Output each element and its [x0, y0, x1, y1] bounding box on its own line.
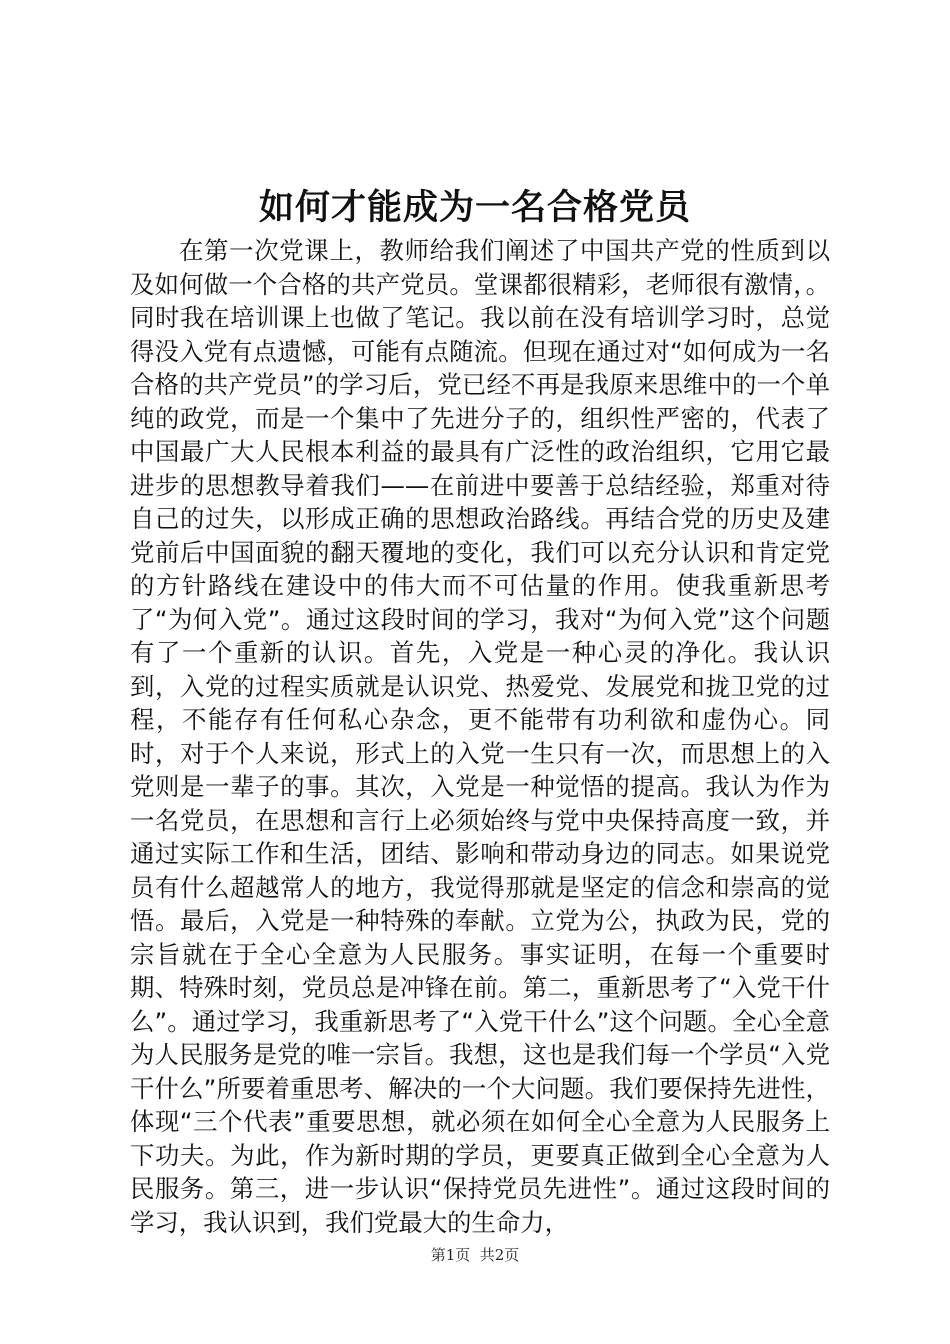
document-body-paragraph: 在第一次党课上，教师给我们阐述了中国共产党的性质到以及如何做一个合格的共产党员。堂课都很精彩，老师很有激情，。同时我在培训课上也做了笔记。我以前在没有培训学习时，总觉得没入党有点遗憾，可能有点随流。但现在通过对“如何成为一名合格的共产党员”的学习后，党已经不再是我原来思维中的一个单纯的政党，而是一个集中了先进分子的，组织性严密的，代表了中国最广大人民根本利益的最具有广泛性的政治组织，它用它最进步的思想教导着我们——在前进中要善于总结经验，郑重对待自己的过失，以形成正确的思想政治路线。再结合党的历史及建党前后中国面貌的翻天覆地的变化，我们可以充分认识和肯定党的方针路线在建设中的伟大而不可估量的作用。使我重新思考了“为何入党”。通过这段时间的学习，我对“为何入党”这个问题有了一个重新的认识。首先，入党是一种心灵的净化。我认识到，入党的过程实质就是认识党、热爱党、发展党和拢卫党的过程，不能存有任何私心杂念，更不能带有功利欲和虚伪心。同时，对于个人来说，形式上的入党一生只有一次，而思想上的入党则是一辈子的事。其次，入党是一种觉悟的提高。我认为作为一名党员，在思想和言行上必须始终与党中央保持高度一致，并通过实际工作和生活，团结、影响和带动身边的同志。如果说党员有什么超越常人的地方，我觉得那就是坚定的信念和崇高的觉悟。最后，入党是一种特殊的奉献。立党为公，执政为民，党的宗旨就在于全心全意为人民服务。事实证明，在每一个重要时期、特殊时刻，党员总是冲锋在前。第二，重新思考了“入党干什么”。通过学习，我重新思考了“入党干什么”这个问题。全心全意为人民服务是党的唯一宗旨。我想，这也是我们每一个学员“入党干什么”所要着重思考、解决的一个大问题。我们要保持先进性，体现“三个代表”重要思想，就必须在如何全心全意为人民服务上下功夫。为此，作为新时期的学员，更要真正做到全心全意为人民服务。第三，进一步认识“保持党员先进性”。通过这段时间的学习，我认识到，我们党最大的生命力， [130, 236, 830, 1237]
document-title: 如何才能成为一名合格党员 [258, 188, 691, 228]
page-footer: 第1页 共2页 [430, 1246, 520, 1264]
